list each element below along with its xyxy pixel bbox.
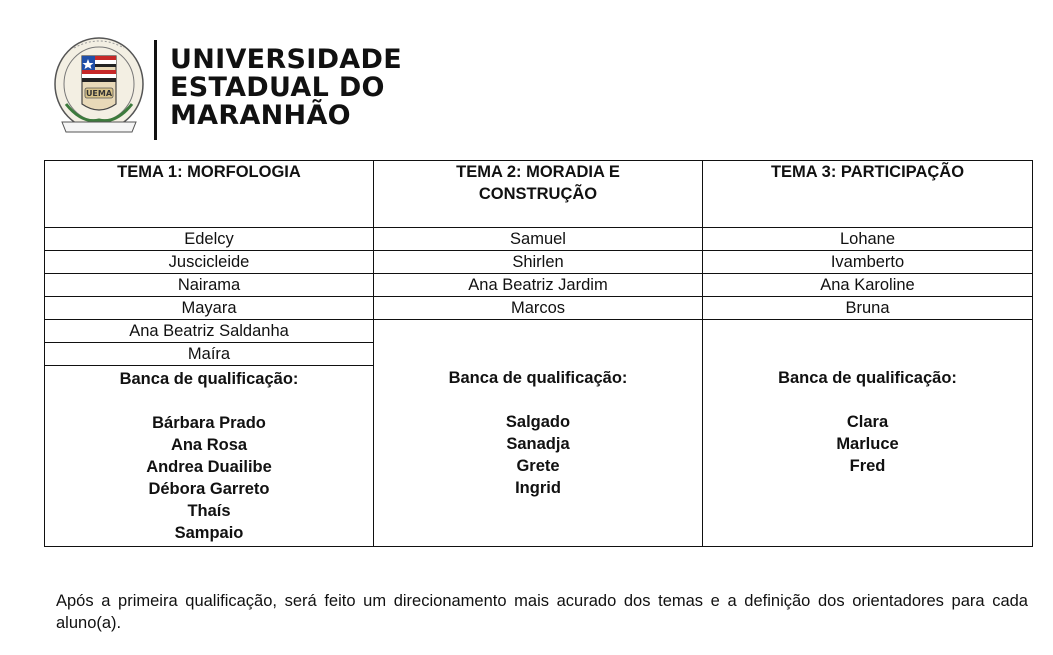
banca-label: Banca de qualificação: (778, 369, 957, 387)
table-header-row (45, 161, 1033, 228)
banca-member: Salgado (505, 413, 571, 431)
banca-member: Ana Rosa (170, 436, 248, 454)
banca-member: Sanadja (506, 435, 570, 453)
theme-1-banca (45, 366, 374, 547)
theme-3-title: TEMA 3: PARTICIPAÇÃO (703, 161, 1033, 228)
themes-table (44, 160, 1033, 547)
table-row (45, 320, 1033, 343)
student-name: Bruna (703, 297, 1033, 320)
student-name: Ana Beatriz Saldanha (45, 320, 374, 343)
banca-member: Sampaio (174, 524, 244, 542)
banca-member: Débora Garreto (148, 480, 270, 498)
student-name: Ana Beatriz Jardim (374, 274, 703, 297)
student-name: Ivamberto (703, 251, 1033, 274)
table-row (45, 297, 1033, 320)
table-row (45, 274, 1033, 297)
student-name: Mayara (45, 297, 374, 320)
table-row (45, 251, 1033, 274)
university-name (170, 46, 402, 130)
student-name: Samuel (374, 228, 703, 251)
theme-3-banca (703, 320, 1033, 547)
theme-2-banca (374, 320, 703, 547)
banca-member: Andrea Duailibe (146, 458, 272, 476)
student-name: Shirlen (374, 251, 703, 274)
student-name: Marcos (374, 297, 703, 320)
banca-member: Ingrid (515, 479, 561, 497)
banca-member: Clara (846, 413, 889, 431)
university-name-line-1: UNIVERSIDADE (170, 44, 402, 75)
student-name: Juscicleide (45, 251, 374, 274)
table-row (45, 228, 1033, 251)
closing-note: Após a primeira qualificação, será feito um direcionamento mais acurado dos temas e a definição dos orientadores para cada aluno(a). (56, 592, 1028, 632)
banca-member: Bárbara Prado (152, 414, 266, 432)
university-name-line-3: MARANHÃO (170, 100, 351, 131)
document-header (52, 32, 402, 144)
banca-member: Grete (516, 457, 560, 475)
student-name: Edelcy (45, 228, 374, 251)
university-name-line-2: ESTADUAL DO (170, 72, 385, 103)
banca-member: Marluce (836, 435, 899, 453)
student-name: Nairama (45, 274, 374, 297)
header-divider (154, 40, 157, 140)
student-name: Maíra (45, 343, 374, 366)
banca-label: Banca de qualificação: (448, 369, 628, 387)
banca-member: Fred (849, 457, 886, 475)
student-name: Lohane (703, 228, 1033, 251)
banca-member: Thaís (187, 502, 231, 520)
banca-label: Banca de qualificação: (119, 370, 299, 388)
theme-1-title: TEMA 1: MORFOLOGIA (45, 161, 374, 228)
university-seal-icon (52, 34, 146, 142)
student-name: Ana Karoline (703, 274, 1033, 297)
svg-text:UEMA: UEMA (85, 89, 113, 98)
theme-2-title: TEMA 2: MORADIA E CONSTRUÇÃO (374, 161, 703, 228)
